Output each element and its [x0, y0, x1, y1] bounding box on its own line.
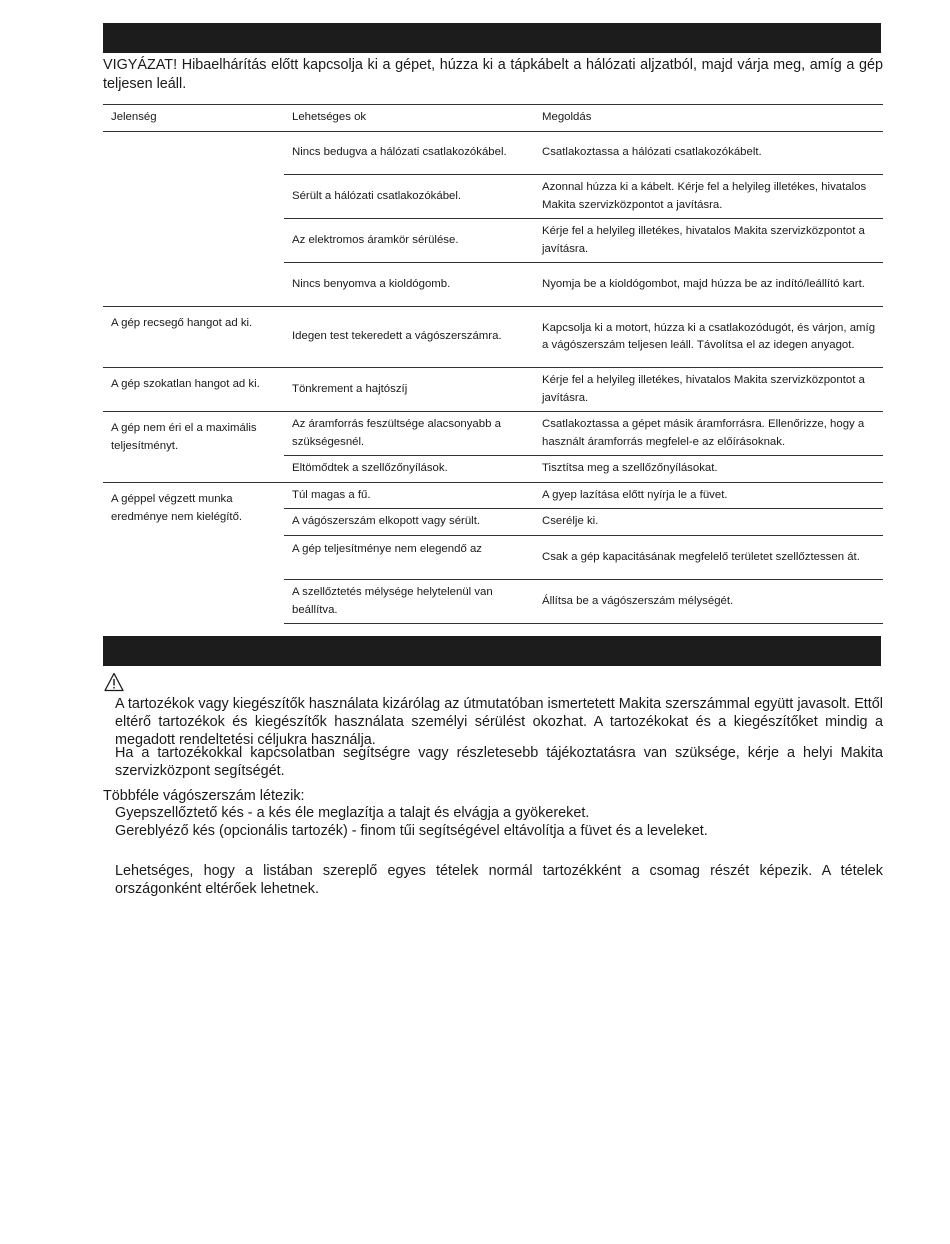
standard-accessories-note: Lehetséges, hogy a listában szereplő egyes tételek normál tartozékként a csomag részét képezik. A tételek országonként eltérőek lehetnek. — [115, 863, 883, 897]
table-header-row — [103, 105, 883, 132]
tool-item-aerator-blade: Gyepszellőztető kés - a kés éle meglazítja a talajt és elvágja a gyökereket. — [115, 805, 590, 821]
cause-cell: A szellőztetés mélysége helytelenül van beállítva. — [284, 580, 534, 624]
table-row — [103, 307, 883, 368]
table-row — [103, 368, 883, 412]
service-help-paragraph: Ha a tartozékokkal kapcsolatban segítségre vagy részletesebb tájékoztatásra van szüksége, kérje a helyi Makita szervizközpont segítségét. — [115, 745, 883, 779]
solution-cell: Csatlakoztassa a gépet másik áramforrásra. Ellenőrizze, hogy a használt áramforrás megfelel-e az előírásoknak. — [534, 412, 883, 456]
cause-cell: Túl magas a fű. — [284, 483, 534, 509]
solution-cell: A gyep lazítása előtt nyírja le a füvet. — [534, 483, 883, 509]
symptom-cell: A gép nem éri el a maximális teljesítményt. — [103, 412, 284, 483]
solution-cell: Nyomja be a kioldógombot, majd húzza be az indító/leállító kart. — [534, 263, 883, 307]
solution-cell: Azonnal húzza ki a kábelt. Kérje fel a helyileg illetékes, hivatalos Makita szervizközpontot a javításra. — [534, 175, 883, 219]
symptom-cell: A gép szokatlan hangot ad ki. — [103, 368, 284, 412]
solution-cell: Kérje fel a helyileg illetékes, hivatalos Makita szervizközpontot a javításra. — [534, 368, 883, 412]
table-row — [103, 412, 883, 456]
symptom-cell — [103, 132, 284, 307]
symptom-cell: A géppel végzett munka eredménye nem kielégítő. — [103, 483, 284, 624]
cause-cell: Sérült a hálózati csatlakozókábel. — [284, 175, 534, 219]
column-header-symptom: Jelenség — [103, 105, 284, 132]
troubleshooting-table — [103, 104, 883, 624]
accessories-header-bar — [103, 636, 881, 666]
table-row — [103, 483, 883, 509]
solution-cell: Csatlakoztassa a hálózati csatlakozókábelt. — [534, 132, 883, 175]
cause-cell: Nincs bedugva a hálózati csatlakozókábel. — [284, 132, 534, 175]
cause-cell: A gép teljesítménye nem elegendő az — [284, 536, 534, 580]
column-header-cause: Lehetséges ok — [284, 105, 534, 132]
solution-cell: Kapcsolja ki a motort, húzza ki a csatlakozódugót, és várjon, amíg a vágószerszám teljesen leáll. Távolítsa el az idegen anyagot. — [534, 307, 883, 368]
solution-cell: Állítsa be a vágószerszám mélységét. — [534, 580, 883, 624]
warning-triangle-icon — [104, 672, 124, 692]
solution-cell: Csak a gép kapacitásának megfelelő területet szellőztessen át. — [534, 536, 883, 580]
cause-cell: Tönkrement a hajtószíj — [284, 368, 534, 412]
accessories-warning-paragraph: A tartozékok vagy kiegészítők használata kizárólag az útmutatóban ismertetett Makita szerszámmal együtt javasolt. Ettől eltérő tartozékok és kiegészítők használata személyi sérülést okozhat. A tartozékokat és a kiegészítőket mindig a megadott rendeltetési céljukra használja. — [115, 696, 883, 748]
troubleshooting-header-bar — [103, 23, 881, 53]
cause-cell: Nincs benyomva a kioldógomb. — [284, 263, 534, 307]
symptom-cell: A gép recsegő hangot ad ki. — [103, 307, 284, 368]
cause-cell: Az elektromos áramkör sérülése. — [284, 219, 534, 263]
table-row — [103, 132, 883, 175]
column-header-solution: Megoldás — [534, 105, 883, 132]
caution-text: VIGYÁZAT! Hibaelhárítás előtt kapcsolja ki a gépet, húzza ki a tápkábelt a hálózati aljzatból, majd várja meg, amíg a gép teljesen leáll. — [103, 57, 883, 92]
cause-cell: A vágószerszám elkopott vagy sérült. — [284, 509, 534, 536]
tools-intro: Többféle vágószerszám létezik: — [103, 788, 305, 804]
cause-cell: Az áramforrás feszültsége alacsonyabb a szükségesnél. — [284, 412, 534, 456]
tool-item-rake-blade: Gereblyéző kés (opcionális tartozék) - finom tűi segítségével eltávolítja a füvet és a leveleket. — [115, 823, 708, 839]
solution-cell: Cserélje ki. — [534, 509, 883, 536]
solution-cell: Tisztítsa meg a szellőzőnyílásokat. — [534, 456, 883, 483]
cause-cell: Eltömődtek a szellőzőnyílások. — [284, 456, 534, 483]
cause-cell: Idegen test tekeredett a vágószerszámra. — [284, 307, 534, 368]
solution-cell: Kérje fel a helyileg illetékes, hivatalos Makita szervizközpontot a javításra. — [534, 219, 883, 263]
